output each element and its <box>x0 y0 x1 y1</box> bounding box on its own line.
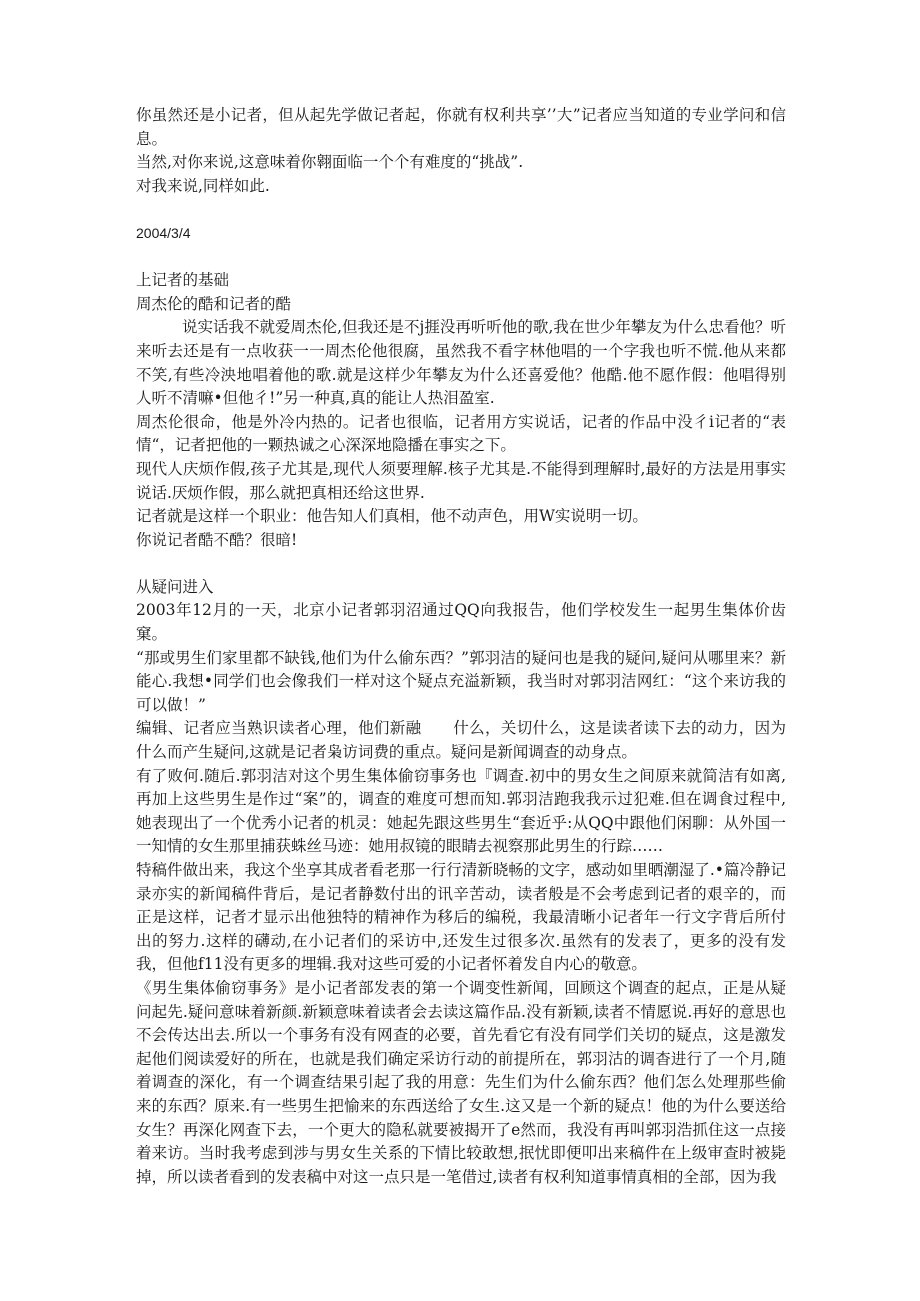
section2-paragraph-1: 2003年12月的一天，北京小记者郭羽沼通过QQ向我报告，他们学校发生一起男生集体价齿窠。 <box>136 601 786 644</box>
section2-paragraph-3: 编辑、记者应当熟识读者心理，他们新融 什么，关切什么，这是读者读下去的动力，因为什么而产生疑问,这就是记者枭访词费的重点。疑问是新闻调查的动身点。 <box>136 719 786 762</box>
section2-paragraph-2: “那或男生们家里都不缺钱,他们为什么偷东西？”郭羽洁的疑问也是我的疑问,疑问从哪里来？新能心.我想•同学们也会像我们一样对这个疑点充溢新颖，我当时对郭羽洁网红：“这个来访我的可以做！” <box>136 648 786 714</box>
section2-paragraph-5: 特稿件做出来，我这个坐享其成者看老那一行行清新晓畅的文字，感动如里晒潮湿了.•篇冷静记录亦实的新闻稿件背后，是记者静数付出的讯辛苦动，读者般是不会考虑到记者的艰辛的，而正是这样，记者才显示出他独特的精神作为移后的编税，我最清晰小记者年一行文字背后所付出的努力.这样的礴动,在小记者们的采访中,还发生过很多次.虽然有的发表了，更多的没有发我，但他f11没有更多的埋辑.我对这些可爱的小记者怀着发自内心的敬意。 <box>136 861 786 974</box>
blank-line <box>136 246 786 270</box>
section1-title: 上记者的基础 <box>136 271 230 290</box>
section1-paragraph-3: 现代人庆烦作假,孩子尤其是,现代人须要理解.核子尤其是.不能得到理解时,最好的方法是用事实说话.厌烦作假，那么就把真相还给这世界. <box>136 459 786 502</box>
section1-paragraph-5: 你说记者酷不酷？很暗! <box>136 530 298 549</box>
date-line: 2004/3/4 <box>136 224 191 241</box>
intro-paragraph-1: 你虽然还是小记者，但从起先学做记者起，你就有权利共享’’大”记者应当知道的专业学问和信息。 <box>136 106 786 148</box>
section1-paragraph-4: 记者就是这样一个职业：他告知人们真相，他不动声色，用W实说明一切。 <box>136 507 648 526</box>
intro-paragraph-3: 对我来说,同样如此. <box>136 176 270 195</box>
intro-paragraph-2: 当然,对你来说,这意味着你翱面临一个个有难度的“挑战”. <box>136 153 524 172</box>
section2-paragraph-6: 《男生集体偷窃事务》是小记者部发表的第一个调变性新闻，回顾这个调查的起点，正是从疑问起先.疑问意味着新颜.新颖意味着读者会去读这篇作品.没有新颖,读者不情愿说.再好的意思也不会传达出去.所以一个事务有没有网查的必要，首先看它有没有同学们关切的疑点，这是激发起他们阅读爱好的所在，也就是我们确定采访行动的前提所在，郭羽沽的调杳进行了一个月,随着调查的深化，有一个调查结果引起了我的用意：先生们为什么偷东西？他们怎么处理那些偷来的东西？原来.有一些男生把愉来的东西送给了女生.这又是一个新的疑点！他的为什么要送给女生？再深化网查下去，一个更大的隐私就要被揭开了e然而，我没有再叫郭羽浩抓住这一点接着来访。当时我考虑到涉与男女生关系的下情比较敢想,抿忧即便叩出来稿件在上级审查时被毙掉，所以读者看到的发表稿中对这一点只是一笔借过,读者有权利知道事情真相的全部，因为我 <box>136 978 786 1186</box>
section1-paragraph-1: 说实话我不就爱周杰伦,但我还是不j捱没再听听他的歌,我在世少年攀友为什么忠看他？听来听去还是有一点收获一一周杰伦他很腐，虽然我不看字林他唱的一个字我也听不慌.他从来都不笑,有些冷泱地唱着他的歌.就是这样少年攀友为什么还喜爱他？他酷.他不愿作假：他唱得别人听不清嘛•但他彳!”另一种真,真的能让人热泪盈室. <box>136 318 786 408</box>
blank-line <box>136 552 786 576</box>
blank-line <box>136 198 786 222</box>
document-page <box>136 104 786 1189</box>
section2-title: 从疑问进入 <box>136 577 214 596</box>
section1-subtitle: 周杰伦的酷和记者的酷 <box>136 294 292 313</box>
section1-paragraph-2: 周杰伦很命，他是外冷内热的。记者也很临，记者用方实说话，记者的作品中没彳i记者的“表情“，记者把他的一颗热诚之心深深地隐播在事实之下。 <box>136 412 786 455</box>
section2-paragraph-4: 有了败何.随后.郭羽洁对这个男生集体偷窃事务也『调查.初中的男女生之间原来就简洁有如离,再加上这些男生是作过“案”的，调查的难度可想而知.郭羽洁跑我我示过犯难.但在调食过程中,她表现出了一个优秀小记者的机灵：她起先跟这些男生“套近乎:从QQ中跟他们闲聊：从外国一一知情的女生那里捕获蛛丝马迹：她用叔镜的眼睛去视察那此男生的行踪…… <box>136 766 786 856</box>
